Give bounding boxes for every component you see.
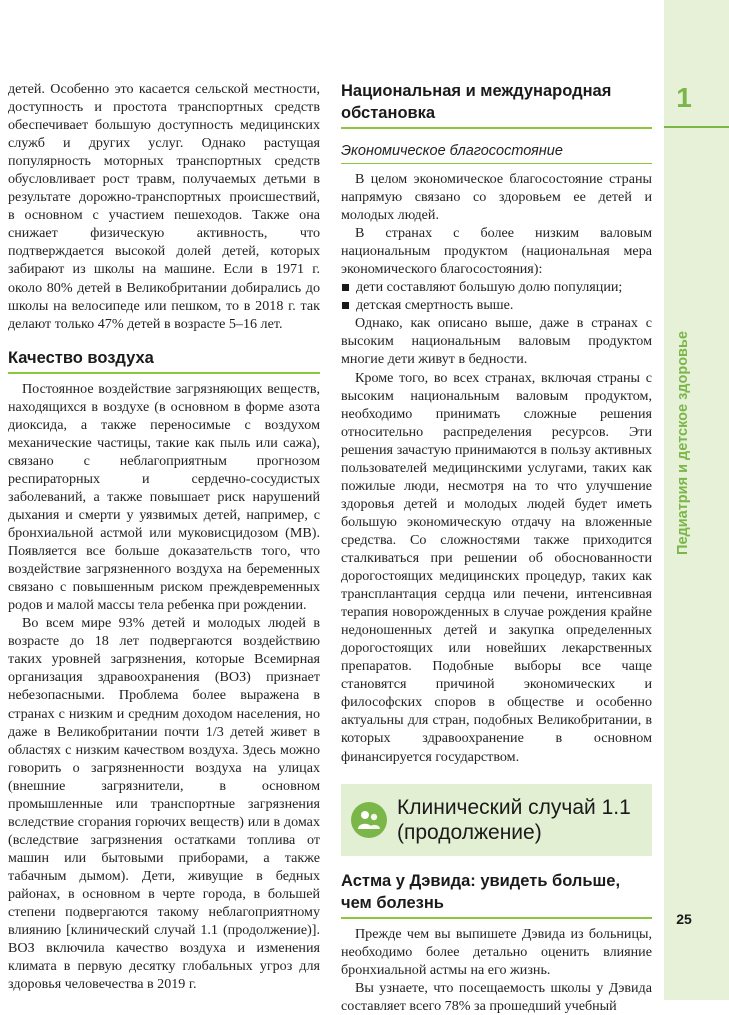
right-column xyxy=(341,80,652,1015)
clinical-case-banner xyxy=(341,784,652,856)
section-heading-david-asthma: Астма у Дэвида: увидеть больше, чем болезнь xyxy=(341,870,652,919)
section-heading-national: Национальная и международная обстановка xyxy=(341,80,652,129)
bullet-list xyxy=(341,278,652,314)
list-item: детская смертность выше. xyxy=(341,296,652,314)
clinical-case-title xyxy=(397,795,631,845)
section-heading-air-quality: Качество воздуха xyxy=(8,347,320,374)
subheading-economic: Экономическое благосостояние xyxy=(341,141,652,164)
page-number: 25 xyxy=(676,911,692,927)
paragraph-case-2: Вы узнаете, что посещаемость школы у Дэвида составляет всего 78% за прошедший учебный xyxy=(341,979,652,1014)
paragraph-air-2: Во всем мире 93% детей и молодых людей в возрасте до 18 лет подвергаются воздействию таких уровней загрязнения, которые Всемирная организация здравоохранения (ВОЗ) признает небезопасными. Проблема более выражена в странах с низким и средним доходом населения, но даже в Великобритании почти 1/3 детей живет в областях с низким качеством воздуха. Здесь можно говорить о загрязненности воздуха на улицах (внешние загрязнители, в основном промышленные или транспортные загрязнения вследствие сгорания горючих веществ) или в домах (вследствие загрязнения остатками топлива от машин или бытовыми приборами, а также табачным дымом). Дети, живущие в бедных районах, в основном в черте города, в большей степени подвергаются такому неблагоприятному влиянию [клинический случай 1.1 (продолжение)]. ВОЗ включила качество воздуха и изменения климата в первую десятку глобальных угроз для здоровья человечества в 2019 г. xyxy=(8,615,320,993)
paragraph-air-1: Постоянное воздействие загрязняющих веществ, находящихся в воздухе (в основном в форме азота диоксида, а также переносимые с воздухом механические частицы, такие как пыль или сажа), связано с неблагоприятным прогнозом респираторных и сердечно-сосудистых заболеваний, а также повышает риск нарушений дыхания и смерти у уязвимых детей, например, с бронхиальной астмой или муковисцидозом (МВ). Появляется все больше доказательств того, что воздействие загрязненного воздуха на беременных связано с повышенным риском преждевременных родов и малой массы тела ребенка при рождении. xyxy=(8,380,320,614)
paragraph-intro: детей. Особенно это касается сельской местности, доступность и простота транспортных средств обеспечивает большую доступность медицинских служб и других услуг. Однако растущая популярность моторных транспортных средств обусловливает рост травм, получаемых детьми в результате дорожно-транспортных происшествий, в основном с участием пешеходов. Также она снижает физическую активность, что подтверждается высокой долей детей, которых забирают из школы на машине. Если в 1971 г. около 80% детей в Великобритании добирались до школы на велосипеде или пешком, то в 2018 г. так делают только 47% детей в возрасте 5–16 лет. xyxy=(8,81,320,332)
chapter-side-tab xyxy=(664,0,729,1000)
chapter-title-text: Педиатрия и детское здоровье xyxy=(675,331,691,555)
left-column xyxy=(8,80,320,993)
clinical-case-title-line1: Клинический случай 1.1 xyxy=(397,795,631,819)
chapter-number: 1 xyxy=(676,82,692,113)
clinical-case-title-line2: (продолжение) xyxy=(397,820,542,844)
list-item: дети составляют большую долю популяции; xyxy=(341,278,652,296)
paragraph-economic-2: В странах с более низким валовым национальным продуктом (национальная мера экономического благосостояния): xyxy=(341,225,652,278)
people-icon xyxy=(351,802,387,838)
paragraph-economic-4: Кроме того, во всех странах, включая страны с высоким национальным валовым продуктом, необходимо принимать сложные решения относительно распределения ресурсов. Эти решения зачастую принимаются в пользу активных пользователей медицинскими услугами, таких как пожилые люди, несмотря на то что улучшение здоровья детей и молодых людей будет иметь большую экономическую отдачу на вложенные средства. Со сложностями также приходится сталкиваться при решении об обоснованности дорогостоящих медицинских процедур, таких как трансплантация сердца или печени, интенсивная терапия новорожденных в случае рождения крайне недоношенных детей и закупка определенных дорогостоящих или новейших лекарственных препаратов. Подобные выборы все чаще становятся причиной экономических и философских споров в обществе и особенно актуальны для стран, подобных Великобритании, в которых здравоохранение в основном финансируется государством. xyxy=(341,369,652,765)
paragraph-economic-1: В целом экономическое благосостояние страны напрямую связано со здоровьем ее детей и молодых людей. xyxy=(341,171,652,224)
chapter-rule xyxy=(664,126,729,128)
paragraph-economic-3: Однако, как описано выше, даже в странах с высоким национальным валовым продуктом многие дети живут в бедности. xyxy=(341,315,652,368)
paragraph-case-1: Прежде чем вы выпишете Дэвида из больницы, необходимо более детально оценить влияние бронхиальной астмы на его жизнь. xyxy=(341,925,652,978)
